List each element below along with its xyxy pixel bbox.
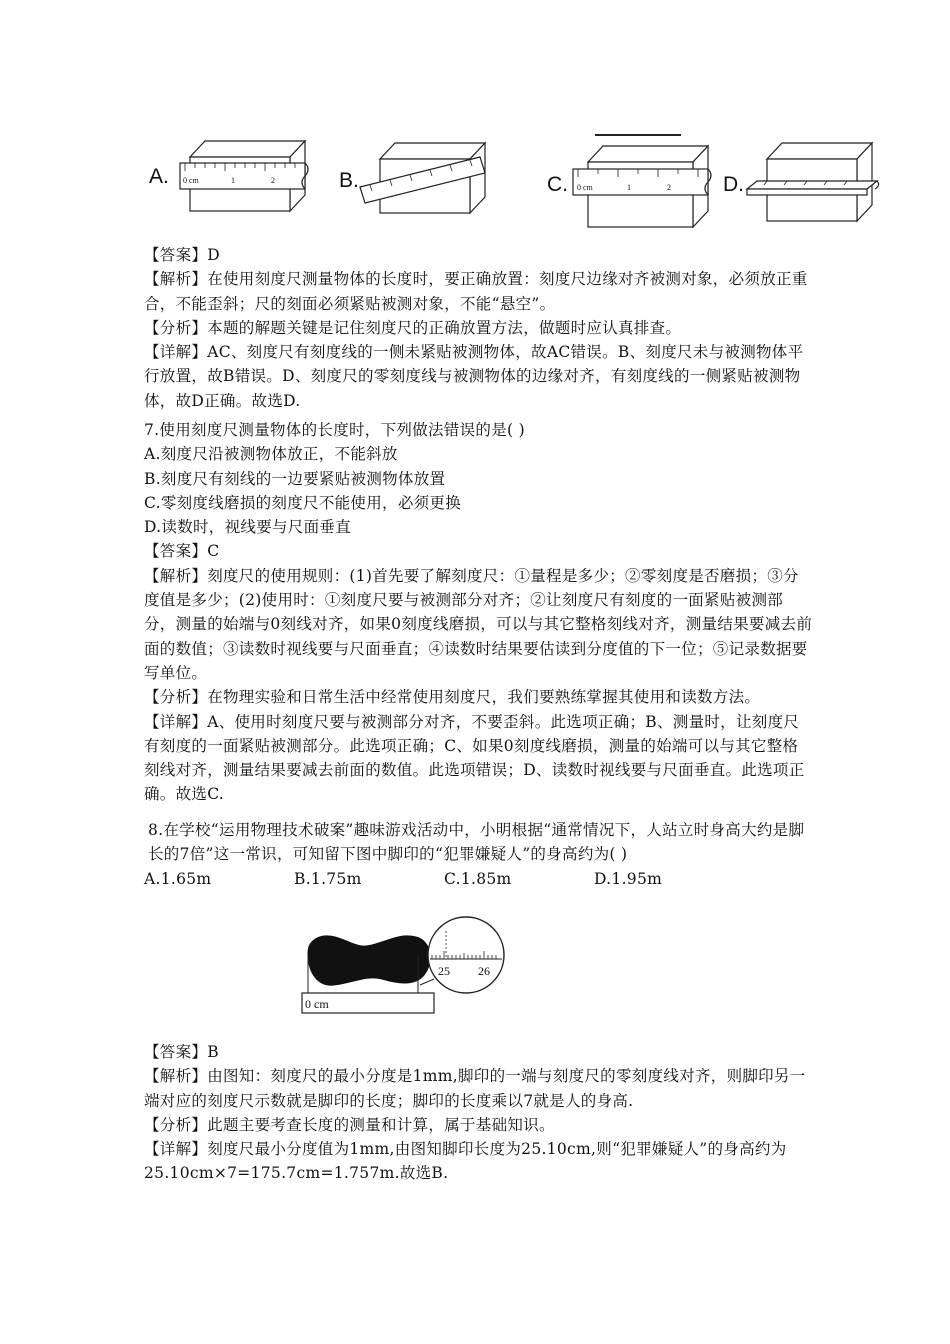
- q7-answer: 【答案】C: [144, 542, 220, 561]
- question-7: [144, 418, 814, 807]
- q7-stem: 7.使用刻度尺测量物体的长度时，下列做法错误的是( ): [144, 421, 525, 439]
- q7-fenxi: 【分析】在物理实验和日常生活中经常使用刻度尺，我们要熟练掌握其使用和读数方法。: [144, 688, 761, 707]
- q8-option-d: D.1.95m: [594, 869, 663, 888]
- ruler-c-mark-2: 2: [667, 183, 671, 192]
- q7-detail: 【详解】A、使用时刻度尺要与被测部分对齐，不要歪斜。此选项正确；B、测量时，让刻度尺有刻度的一面紧贴被测部分。此选项正确；C、如果0刻度线磨损，测量的始端可以与其它整格刻线对齐，测量结果要减去前面的数值。此选项错误；D、读数时视线要与尺面垂直。此选项正确。故选C.: [144, 712, 805, 804]
- option-a-label: A.: [149, 165, 169, 188]
- ruler-a-mark-2: 2: [271, 176, 275, 185]
- footprint-shape: [308, 936, 430, 985]
- option-b-label: B.: [339, 169, 359, 192]
- q8-option-a: A.1.65m: [144, 869, 212, 888]
- q6-fenxi: 【分析】本题的解题关键是记住刻度尺的正确放置方法，做题时应认真排查。: [144, 318, 682, 337]
- q8-option-c: C.1.85m: [444, 869, 512, 888]
- zoom-mark-26: 26: [478, 964, 490, 978]
- figure-a: [180, 141, 308, 211]
- q7-option-b: B.刻度尺有刻线的一边要紧贴被测物体放置: [144, 469, 446, 488]
- zoom-mark-25: 25: [438, 964, 450, 978]
- ruler-c-mark-1: 1: [627, 183, 631, 192]
- q6-solution: [144, 243, 814, 413]
- q8-fenxi: 【分析】此题主要考查长度的测量和计算，属于基础知识。: [144, 1115, 555, 1134]
- q8-analysis: 【解析】由图知：刻度尺的最小分度是1mm,脚印的一端与刻度尺的零刻度线对齐，则脚印另一端对应的刻度尺示数就是脚印的长度；脚印的长度乘以7就是人的身高.: [144, 1067, 806, 1110]
- figure-b: [360, 143, 485, 213]
- footprint-figure: [300, 915, 510, 1020]
- ruler-c-zero: 0 cm: [577, 183, 593, 192]
- q8-options: [144, 867, 814, 891]
- ruler-placement-figure: [145, 125, 885, 235]
- option-c-label: C.: [547, 173, 568, 196]
- ruler-a-mark-1: 1: [231, 176, 235, 185]
- figure-d: [747, 143, 879, 221]
- option-d-label: D.: [723, 173, 744, 196]
- q7-option-c: C.零刻度线磨损的刻度尺不能使用，必须更换: [144, 493, 462, 512]
- q8-answer: 【答案】B: [144, 1043, 219, 1061]
- figure-c: [573, 135, 711, 227]
- q6-analysis: 【解析】在使用刻度尺测量物体的长度时，要正确放置：刻度尺边缘对齐被测对象，必须放正重合，不能歪斜；尺的刻面必须紧贴被测对象，不能“悬空”。: [144, 270, 808, 313]
- question-8: [144, 818, 814, 891]
- q8-detail: 【详解】刻度尺最小分度值为1mm,由图知脚印长度为25.10cm,则“犯罪嫌疑人”的身高约为25.10cm×7=175.7cm=1.757m.故选B.: [144, 1140, 787, 1183]
- q7-option-d: D.读数时，视线要与尺面垂直: [144, 518, 352, 537]
- q8-stem: 8.在学校“运用物理技术破案”趣味游戏活动中，小明根据“通常情况下，人站立时身高大约是脚长的7倍”这一常识，可知留下图中脚印的“犯罪嫌疑人”的身高约为( ): [148, 821, 805, 864]
- magnifier-circle: [428, 917, 504, 993]
- q7-analysis: 【解析】刻度尺的使用规则：(1)首先要了解刻度尺：①量程是多少；②零刻度是否磨损；③分度值是多少；(2)使用时：①刻度尺要与被测部分对齐；②让刻度尺有刻度的一面紧贴被测部分，测量的始端与0刻线对齐，如果0刻度线磨损，可以与其它整格刻线对齐，测量结果要减去前面的数值；③读数时视线要与尺面垂直；④读数时结果要估读到分度值的下一位；⑤记录数据要写单位。: [144, 566, 813, 682]
- q6-answer: 【答案】D: [144, 246, 220, 264]
- q8-solution: [144, 1040, 814, 1186]
- q6-detail: 【详解】AC、刻度尺有刻度线的一侧未紧贴被测物体，故AC错误。B、刻度尺未与被测物体平行放置，故B错误。D、刻度尺的零刻度线与被测物体的边缘对齐，有刻度线的一侧紧贴被测物体，故D正确。故选D.: [144, 343, 804, 410]
- ruler-zero-label: 0 cm: [305, 997, 329, 1011]
- q7-option-a: A.刻度尺沿被测物体放正，不能斜放: [144, 445, 398, 464]
- ruler-a-zero: 0 cm: [183, 176, 199, 185]
- q8-option-b: B.1.75m: [294, 869, 362, 888]
